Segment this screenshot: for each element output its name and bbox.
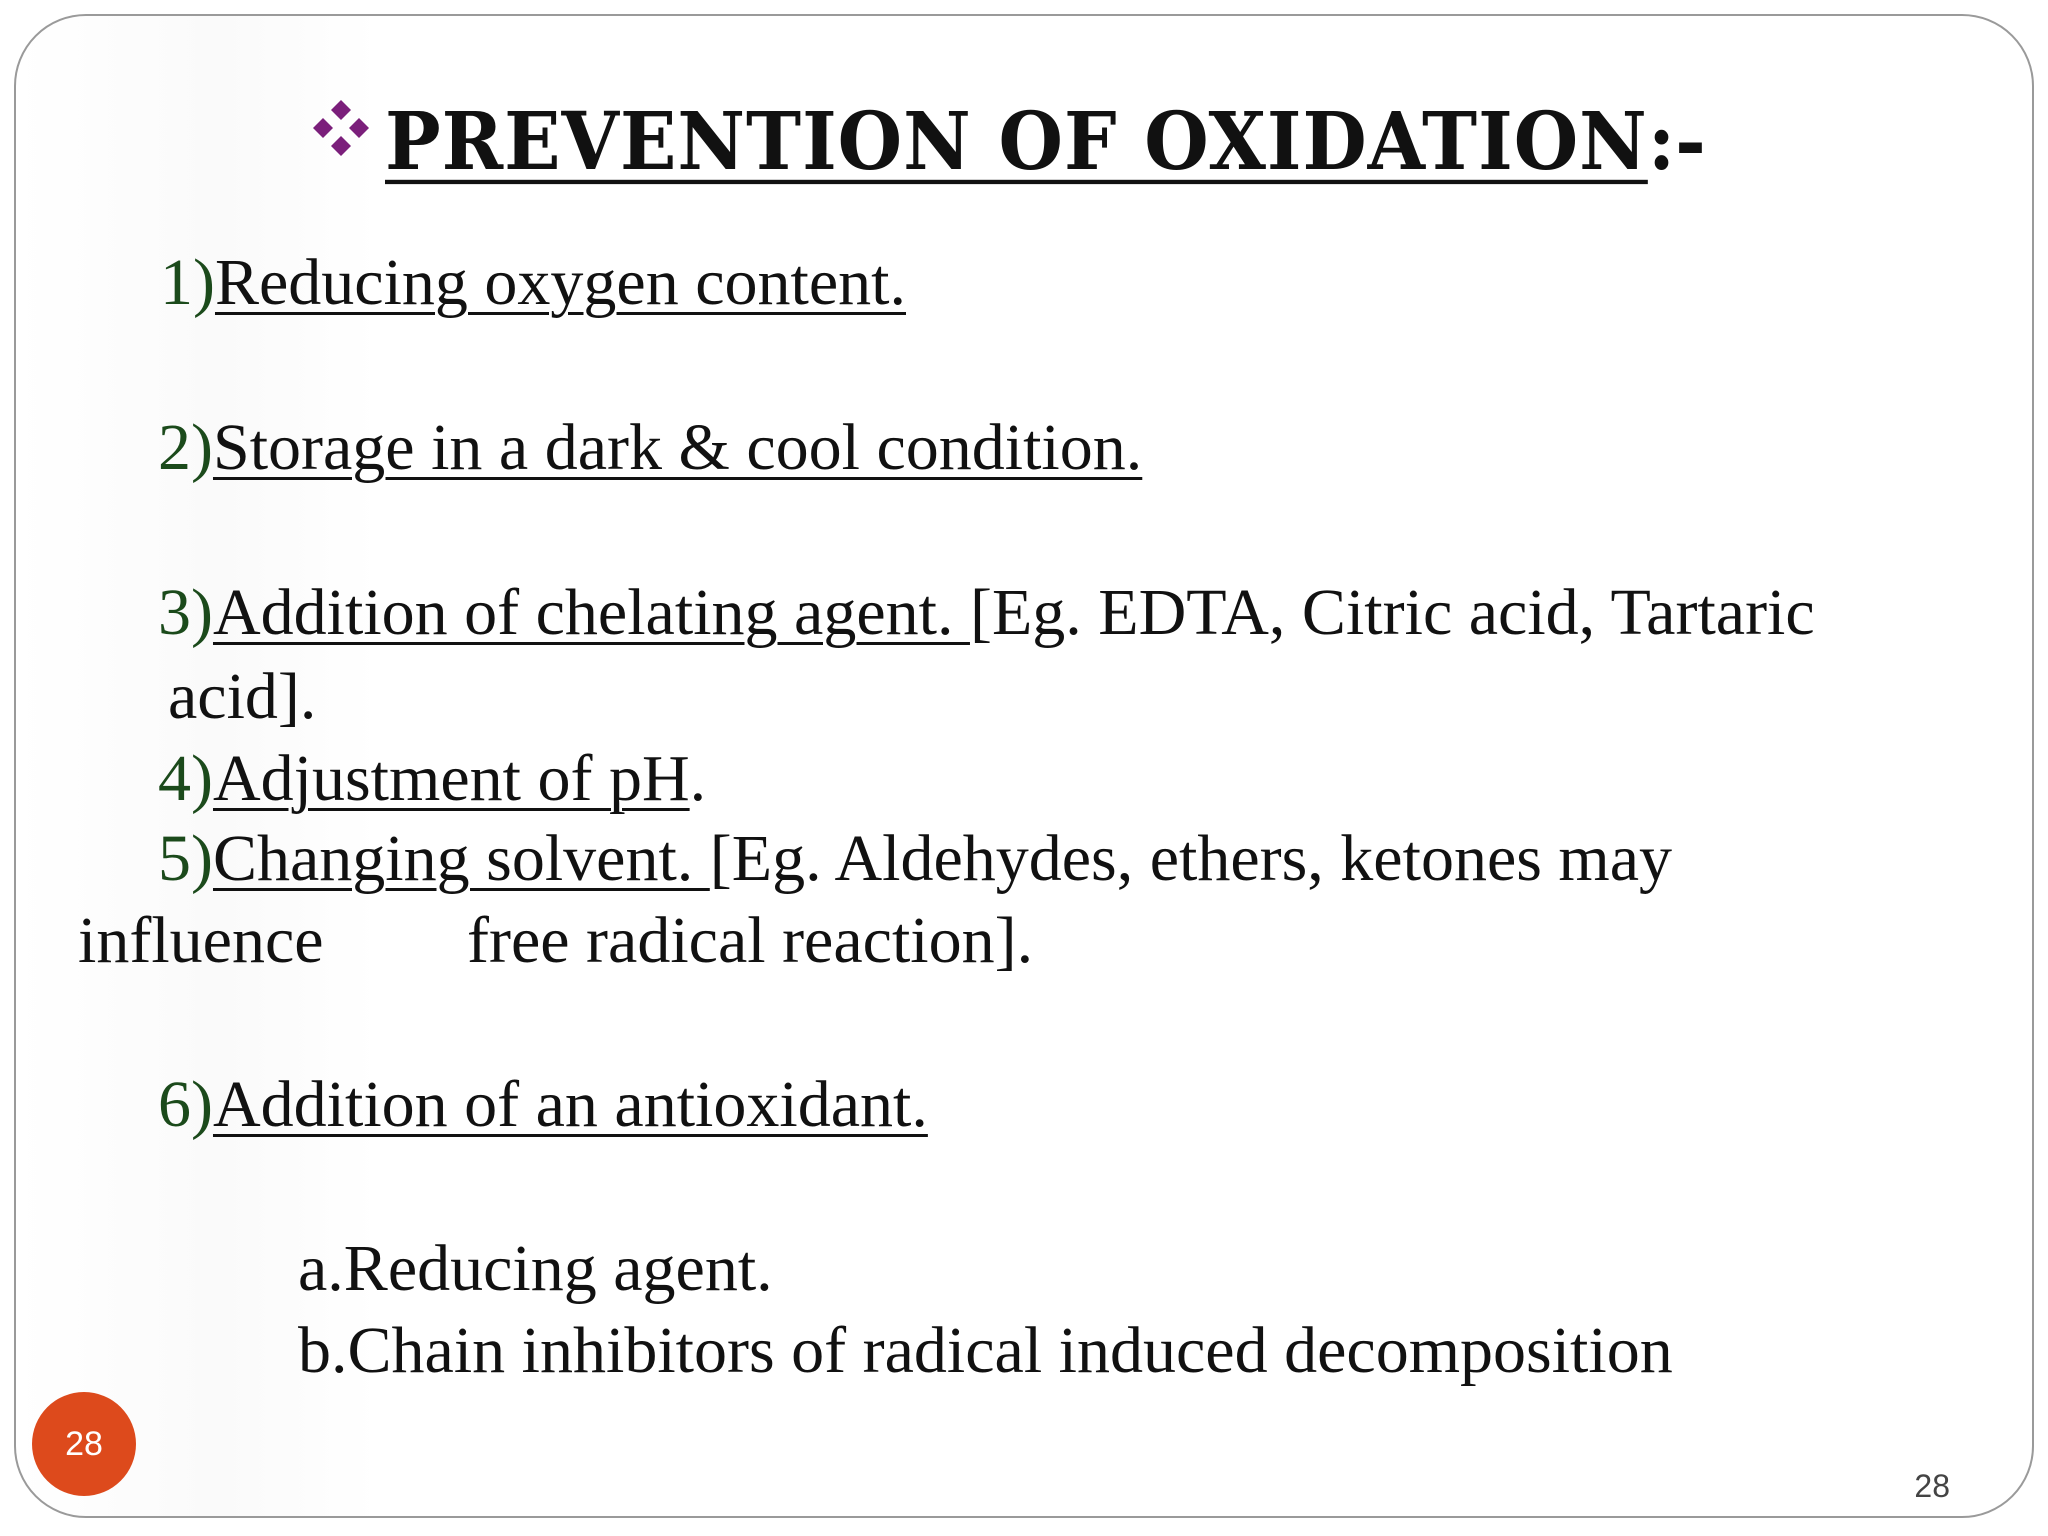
slide-title-row <box>305 92 1706 192</box>
list-item-number: 3) <box>158 576 213 649</box>
list-item-underlined-text: Storage in a dark & cool condition. <box>212 411 1143 484</box>
list-item-3-continuation: acid]. <box>168 660 317 733</box>
list-item-number: 2) <box>158 411 213 484</box>
page-number-badge: 28 <box>32 1392 136 1496</box>
list-item-text: . <box>689 742 707 815</box>
list-item-2 <box>158 411 1143 484</box>
list-item-number: 4) <box>158 742 213 815</box>
list-item-5-continuation-b: free radical reaction]. <box>467 904 1034 977</box>
list-item-underlined-text: Changing solvent. <box>212 822 710 895</box>
list-item-6 <box>158 1068 928 1141</box>
page-number: 28 <box>1914 1468 1950 1504</box>
four-diamond-bullet-icon <box>305 92 377 164</box>
list-item-number: 6) <box>158 1068 213 1141</box>
list-item-4 <box>158 742 707 815</box>
list-item-underlined-text: Addition of an antioxidant. <box>212 1068 928 1141</box>
list-item-number: 5) <box>158 822 213 895</box>
list-item-text: [Eg. EDTA, Citric acid, Tartaric <box>969 576 1815 649</box>
list-item-number: 1) <box>160 246 215 319</box>
sub-item-b: b.Chain inhibitors of radical induced decomposition <box>298 1314 1673 1387</box>
list-item-text: [Eg. Aldehydes, ethers, ketones may <box>709 822 1673 895</box>
slide-title-suffix: :- <box>1647 95 1706 189</box>
list-item-underlined-text: Addition of chelating agent. <box>212 576 970 649</box>
list-item-3 <box>158 576 1815 649</box>
list-item-5-continuation-a: influence <box>78 904 324 977</box>
slide-title: PREVENTION OF OXIDATION <box>385 95 1648 189</box>
list-item-5 <box>158 822 1673 895</box>
list-item-1 <box>160 246 906 319</box>
sub-item-a: a.Reducing agent. <box>298 1232 773 1305</box>
list-item-underlined-text: Reducing oxygen content. <box>214 246 906 319</box>
list-item-underlined-text: Adjustment of pH <box>212 742 690 815</box>
